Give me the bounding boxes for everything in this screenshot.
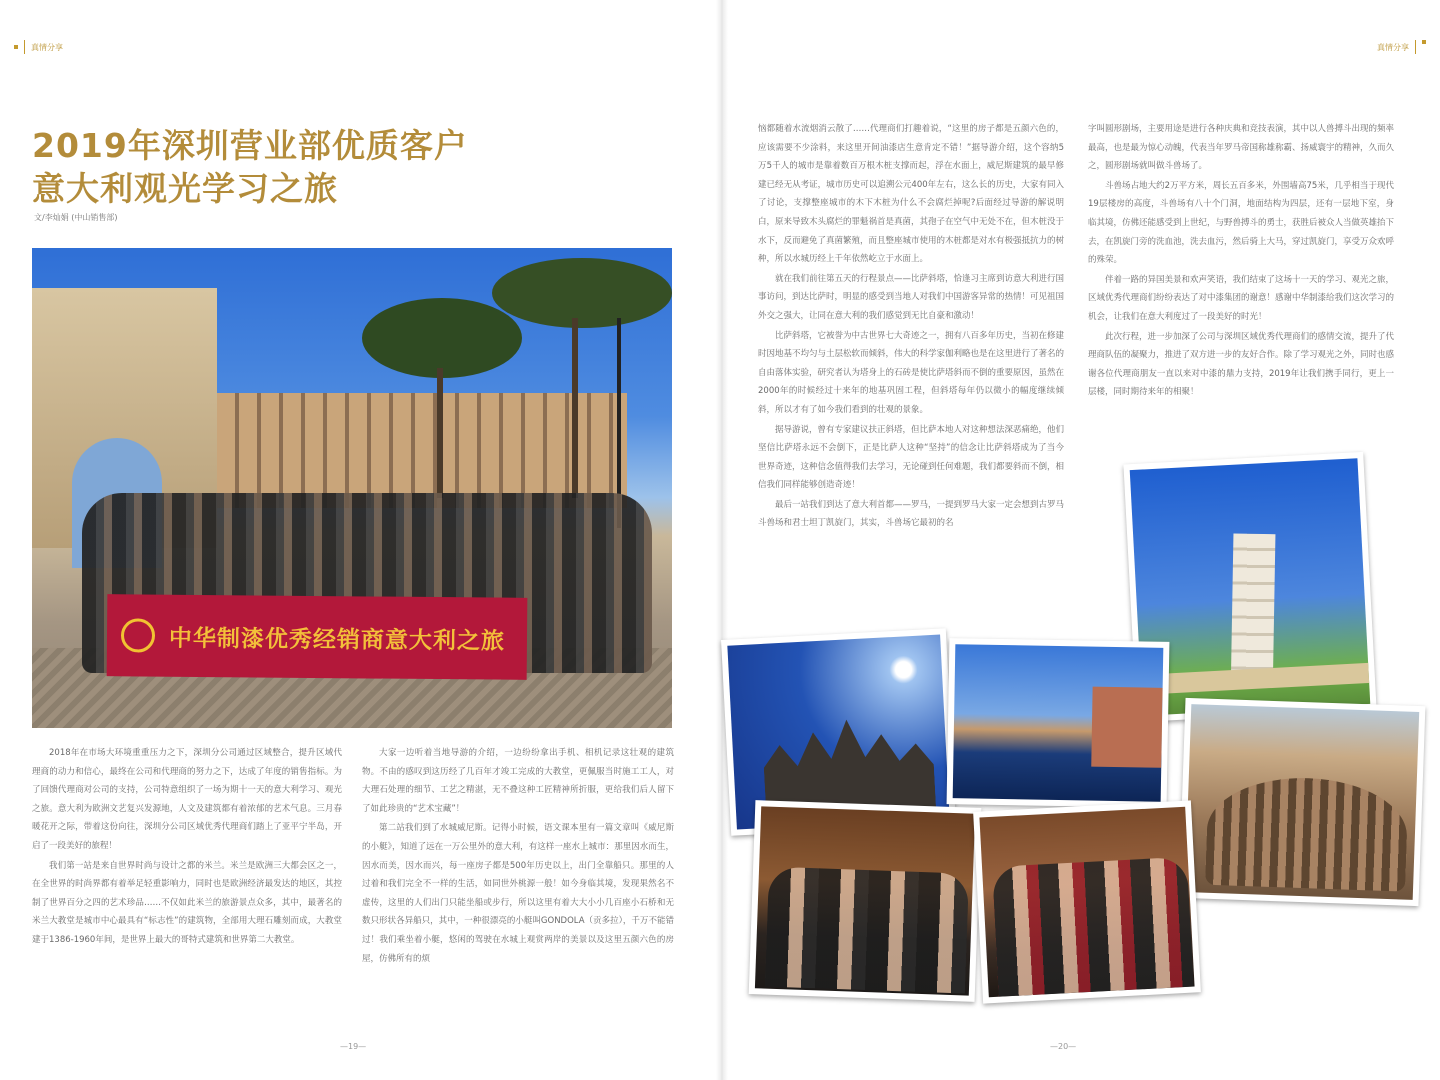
right-section-header (1377, 40, 1426, 54)
leaning-tower (1231, 534, 1276, 685)
diners (992, 857, 1194, 997)
banner-text: 中华制漆优秀经销商意大利之旅 (168, 625, 506, 655)
page-number: —19— (340, 1042, 367, 1051)
arena-ruins (1205, 775, 1409, 892)
divider (1415, 40, 1416, 54)
diners (765, 867, 969, 994)
group-photo-rome (32, 248, 672, 728)
page-gutter (716, 0, 728, 1080)
group-banner (107, 594, 528, 680)
paragraph: 我们第一站是来自世界时尚与设计之都的米兰。米兰是欧洲三大都会区之一，在全世界的时尚界都有着举足轻重影响力，同时也是欧洲经济最发达的地区，其控制了世界百分之四的艺术珍品……不仅如此米兰的旅游景点众多，其中，最著名的米兰大教堂是城市中心最具有“标志性”的建筑物，全部用大理石雕刻而成，大教堂建于1386-1960年间，是世界上最大的哥特式建筑和世界第二大教堂。 (32, 860, 342, 945)
section-label: 真情分享 (1377, 42, 1409, 52)
divider (24, 40, 25, 54)
title-line-2: 意大利观光学习之旅 (32, 169, 338, 208)
article-byline: 文/李灿娟 (中山销售部) (34, 213, 118, 222)
paragraph: 大家一边听着当地导游的介绍，一边纷纷拿出手机、相机记录这壮观的建筑物。不由的感叹到这历经了几百年才竣工完成的大教堂，更佩服当时施工工人，对大理石处理的细节、工艺之精湛，无不叠这种工匠精神所折服，更给我们后人留下了如此珍贵的“艺术宝藏”！ (362, 748, 674, 814)
gold-square-icon (1422, 40, 1426, 44)
pine-tree (492, 258, 672, 328)
paragraph: 据导游说，曾有专家建议扶正斜塔，但比萨本地人对这种想法深恶痛绝，他们坚信比萨塔永远不会倒下，正是比萨人这种“坚持”的信念让比萨斜塔成为了当今世界奇迹，这种信念值得我们去学习，无论碰到任何难题，我们都要斜而不倒，相信我们同样能够创造奇迹！ (758, 424, 1065, 491)
pine-trunk (437, 368, 443, 498)
body-column-3 (758, 120, 1064, 533)
body-column-2 (362, 744, 674, 968)
photo-colosseum-interior (1179, 698, 1426, 906)
gold-square-icon (14, 45, 18, 49)
paragraph: 2018年在市场大环境重重压力之下，深圳分公司通过区域整合，提升区域代理商的动力和信心，最终在公司和代理商的努力之下，达成了年度的销售指标。为了回馈代理商对公司的支持，公司特意组织了一场为期十一天的意大利学习、观光之旅。意大利为欧洲文艺复兴发源地，人文及建筑都有着浓郁的艺术气息。三月春暖花开之际，带着这份向往，深圳分公司区域优秀代理商们踏上了亚平宁半岛，开启了一段美好的旅程！ (32, 748, 342, 851)
page-number: —20— (1050, 1042, 1077, 1051)
photo-dinner-group-2 (973, 800, 1201, 1003)
paragraph: 最后一站我们到达了意大利首都——罗马，一提到罗马大家一定会想到古罗马斗兽场和君士坦丁凯旋门，其实，斗兽场它最初的名 (758, 499, 1065, 529)
company-logo-icon (121, 618, 155, 652)
photo-dinner-group-1 (749, 800, 982, 1002)
body-column-4 (1088, 120, 1394, 402)
paragraph: 比萨斜塔，它被誉为中古世界七大奇迹之一，拥有八百多年历史，当初在修建时因地基不均匀与土层松软而倾斜，伟大的科学家伽利略也是在这里进行了著名的自由落体实验，研究者认为塔身上的石砖是使比萨塔斜而不倒的重要原因，虽然在2000年的时候经过十来年的地基巩固工程，但斜塔每年仍以微小的幅度继续倾斜，所以才有了如今我们看到的壮观的景象。 (758, 330, 1065, 415)
pine-tree (362, 298, 522, 378)
colosseum-exterior (217, 393, 627, 508)
paragraph: 恼都随着水流烟消云散了……代理商们打趣着说，“这里的房子都是五颜六色的，应该需要不少涂料，来这里开间油漆店生意肯定不错！”据导游介绍，这个容纳5万5千人的城市是靠着数百万根木桩支撑而起，浮在水面上，威尼斯建筑的最早修建已经无从考证，城市历史可以追溯公元400年左右，这么长的历史，大家有同入了讨论，支撑整座城市的木下木桩为什么不会腐烂掉呢?后面经过导游的解说明白，原来导致木头腐烂的罪魁祸首是真菌，其孢子在空气中无处不在，但木桩没于水下，反而避免了真菌繁殖，而且整座城市使用的木桩都是对水有极强抵抗力的树种，所以水城历经上千年依然屹立于水面上。 (758, 124, 1065, 265)
paragraph: 伴着一路的异国美景和欢声笑语，我们结束了这场十一天的学习、观光之旅，区域优秀代理商们纷纷表达了对中漆集团的谢意！感谢中华制漆给我们这次学习的机会，让我们在意大利度过了一段美好的时光！ (1088, 274, 1395, 322)
paragraph: 斗兽场占地大约2万平方米，周长五百多米，外围墙高75米，几乎相当于现代19层楼房的高度，斗兽场有八十个门洞，地面结构为四层，还有一层地下室，身临其境，仿佛还能感受到上世纪，与野兽搏斗的勇士，获胜后被众人当做英雄抬下去，在凯旋门旁的洗血池，洗去血污，然后骑上大马，穿过凯旋门，享受万众欢呼的殊荣。 (1088, 180, 1395, 266)
paragraph: 字叫圆形剧场，主要用途是进行各种庆典和竞技表演，其中以人兽搏斗出现的频率最高，也是最为惊心动魄，代表当年罗马帝国称雄称霸、扬威寰宇的精神，久而久之，圆形剧场就叫做斗兽场了。 (1088, 124, 1395, 172)
canal-houses (1091, 687, 1162, 768)
paragraph: 第二站我们到了水城威尼斯。记得小时候，语文课本里有一篇文章叫《威尼斯的小艇》，知道了远在一万公里外的意大利，有这样一座水上城市：那里因水而生，因水而美，因水而兴，每一座房子都是500年历史以上，出门全靠船只。那里的人过着和我们完全不一样的生活，如同世外桃源一般！如今身临其境，发现果然名不虚传，这里的人们出门只能坐船或步行，所以这里有着大大小小几百座小石桥和无数只形状各异船只，其中，一种很漂亮的小艇叫GONDOLA（贡多拉），千万不能错过！我们乘坐着小艇，悠闲的驾驶在水城上观赏两岸的美景以及这里五颜六色的房屋，仿佛所有的烦 (362, 823, 674, 964)
title-line-1: 2019年深圳营业部优质客户 (32, 126, 468, 165)
paragraph: 就在我们前往第五天的行程景点——比萨斜塔，恰逢习主席到访意大利进行国事访问，到达比萨时，明显的感受到当地人对我们中国游客异常的热情！可见祖国外交之强大，让同在意大利的我们感觉到无比自豪和激动！ (758, 273, 1065, 321)
body-column-1 (32, 744, 342, 950)
section-label: 真情分享 (31, 42, 63, 52)
left-section-header (14, 40, 63, 54)
paragraph: 此次行程，进一步加深了公司与深圳区域优秀代理商们的感情交流，提升了代理商队伍的凝聚力，推进了双方进一步的友好合作。除了学习观光之外，同时也感谢各位代理商朋友一直以来对中漆的鼎力支持，2019年让我们携手同行，更上一层楼，同时期待来年的相聚！ (1088, 331, 1395, 398)
pine-trunk (572, 318, 578, 498)
photo-venice-canal (947, 638, 1170, 808)
article-title (32, 124, 468, 210)
